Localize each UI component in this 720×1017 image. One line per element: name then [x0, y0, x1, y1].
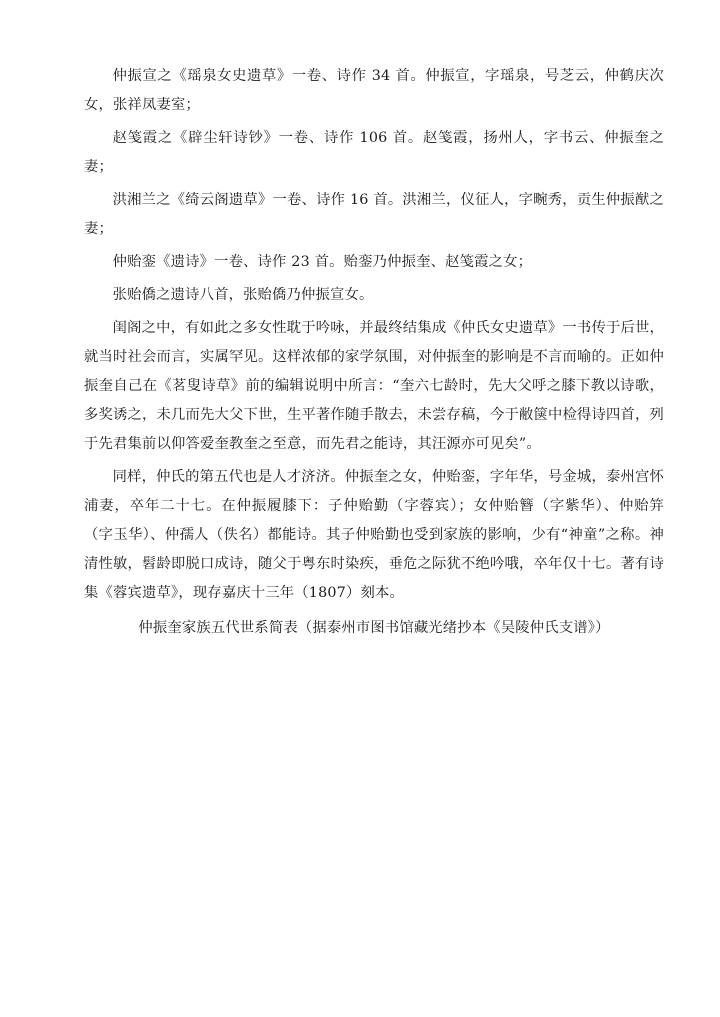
document-body	[84, 62, 664, 643]
paragraph-fifth-generation: 同样，仲氏的第五代也是人才济济。仲振奎之女，仲贻銮，字年华，号金城，泰州宫怀浦妻，卒年二十七。在仲振履膝下：子仲贻勤（字蓉宾）；女仲贻簪（字紫华）、仲贻笄（字玉华）、仲孺人（佚名）都能诗。其子仲贻勤也受到家族的影响，少有“神童”之称。神清性敏，髫龄即脱口成诗，随父于粤东时染疾，垂危之际犹不绝吟哦，卒年仅十七。著有诗集《蓉宾遗草》，现存嘉庆十三年（1807）刻本。	[84, 469, 664, 601]
paragraph-boudoir-poetry: 闺阁之中，有如此之多女性耽于吟咏，并最终结集成《仲氏女史遗草》一书传于后世，就当时社会而言，实属罕见。这样浓郁的家学氛围，对仲振奎的影响是不言而喻的。正如仲振奎自己在《茗叟诗草》前的编辑说明中所言：“奎六七龄时，先大父呼之膝下教以诗歌，多奖诱之，未几而先大父下世，生平著作随手散去，未尝存稿，今于敝箧中检得诗四首，列于先君集前以仰答爱奎教奎之至意，而先君之能诗，其汪源亦可见矣”。	[84, 320, 664, 452]
paragraph-zhong-zhenxuan: 仲振宣之《瑶泉女史遗草》一卷、诗作 34 首。仲振宣，字瑶泉，号芝云，仲鹤庆次女，张祥凤妻室；	[84, 68, 664, 113]
table-caption: 仲振奎家族五代世系简表（据泰州市图书馆藏光绪抄本《吴陵仲氏支谱》）	[138, 620, 610, 636]
paragraph-hong-xianglan: 洪湘兰之《绮云阁遗草》一卷、诗作 16 首。洪湘兰，仪征人，字畹秀，贡生仲振猷之妻；	[84, 192, 664, 237]
paragraph-zhong-yiluan: 仲贻銮《遗诗》一卷、诗作 23 首。贻銮乃仲振奎、赵笺霞之女；	[112, 254, 533, 270]
paragraph-zhang-yiqiao: 张贻僑之遗诗八首，张贻僑乃仲振宣女。	[112, 287, 374, 303]
paragraph-zhao-jianxia: 赵笺霞之《辟尘轩诗钞》一卷、诗作 106 首。赵笺霞，扬州人，字书云、仲振奎之妻；	[84, 130, 664, 175]
